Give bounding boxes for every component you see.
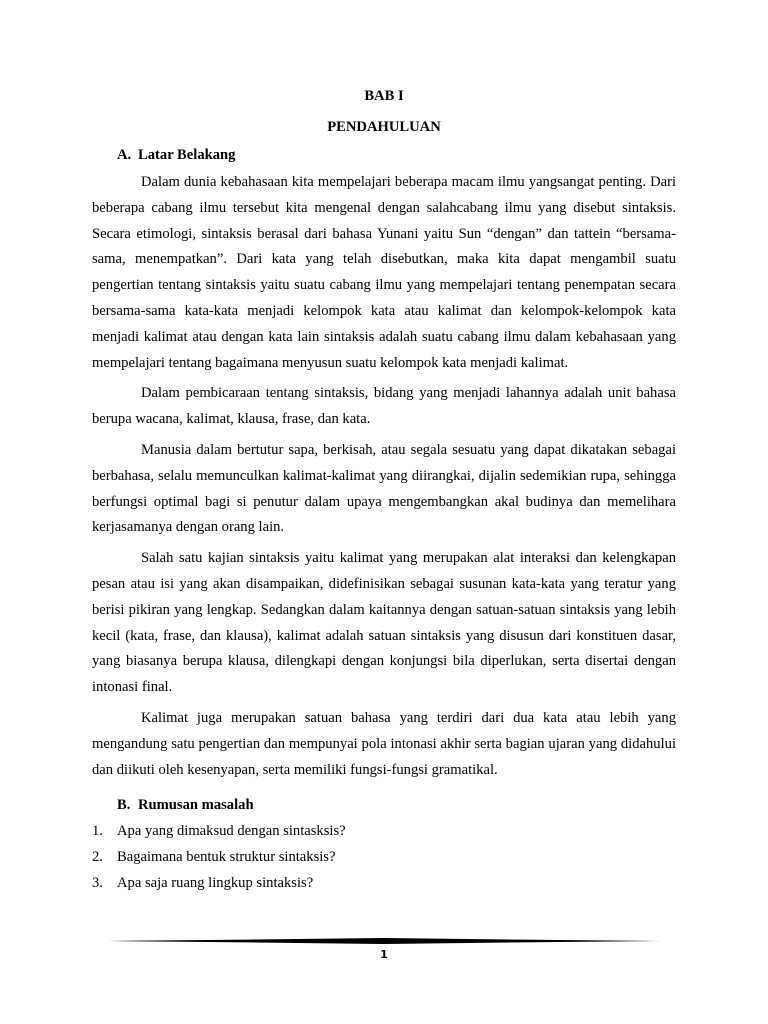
- list-item-text: Apa saja ruang lingkup sintaksis?: [117, 875, 314, 891]
- footer-rule: [108, 938, 661, 944]
- document-page: [92, 0, 676, 1024]
- background-body: [92, 170, 676, 783]
- list-item-number: 1.: [92, 823, 103, 839]
- list-item: [92, 818, 676, 844]
- list-item-text: Bagaimana bentuk struktur sintaksis?: [117, 849, 336, 865]
- paragraph: Manusia dalam bertutur sapa, berkisah, atau segala sesuatu yang dapat dikatakan sebagai berbahasa, selalu memunculkan kalimat-kalimat yang diirangkai, dijalin sedemikian rupa, sehingga berfungsi optimal bagi si penutur dalam upaya mengembangkan akal budinya dan memelihara kerjasamanya dengan orang lain.: [92, 441, 676, 536]
- section-title: Rumusan masalah: [138, 797, 254, 813]
- section-heading-rumusan-masalah: [117, 796, 254, 814]
- paragraph: Dalam pembicaraan tentang sintaksis, bidang yang menjadi lahannya adalah unit bahasa berupa wacana, kalimat, klausa, frase, dan kata.: [92, 385, 676, 428]
- list-item: [92, 844, 676, 870]
- list-item-number: 2.: [92, 849, 103, 865]
- list-item-text: Apa yang dimaksud dengan sintasksis?: [117, 823, 346, 839]
- section-title: Latar Belakang: [138, 147, 236, 163]
- page-number: 1: [380, 948, 388, 961]
- footer-rule-shape: [108, 938, 661, 944]
- paragraph: Dalam dunia kebahasaan kita mempelajari beberapa macam ilmu yangsangat penting. Dari beberapa cabang ilmu tersebut kita mengenal dengan salahcabang ilmu yang disebut sintaksis. Secara etimologi, sintaksis berasal dari bahasa Yunani yaitu Sun “dengan” dan tattein “bersama-sama, menempatkan”. Dari kata yang telah disebutkan, maka kita dapat mengambil suatu pengertian tentang sintaksis yaitu suatu cabang ilmu yang mempelajari tentang penempatan secara bersama-sama kata-kata menjadi kelompok kata atau kalimat dan kelompok-kelompok kata menjadi kalimat atau dengan kata lain sintaksis adalah suatu cabang ilmu dalam kebahasaan yang mempelajari tentang bagaimana menyusun suatu kelompok kata menjadi kalimat.: [92, 174, 676, 371]
- list-item-number: 3.: [92, 875, 103, 891]
- paragraph: Kalimat juga merupakan satuan bahasa yang terdiri dari dua kata atau lebih yang mengandung satu pengertian dan mempunyai pola intonasi akhir serta bagian ujaran yang didahului dan diikuti oleh kesenyapan, serta memiliki fungsi-fungsi gramatikal.: [92, 709, 676, 778]
- paragraph: Salah satu kajian sintaksis yaitu kalimat yang merupakan alat interaksi dan kelengkapan pesan atau isi yang akan disampaikan, didefinisikan sebagai susunan kata-kata yang teratur yang berisi pikiran yang lengkap. Sedangkan dalam kaitannya dengan satuan-satuan sintaksis yang lebih kecil (kata, frase, dan klausa), kalimat adalah satuan sintaksis yang disusun dari konstituen dasar, yang biasanya berupa klausa, dilengkapi dengan konjungsi bila diperlukan, serta disertai dengan intonasi final.: [92, 550, 676, 696]
- list-item: [92, 870, 676, 896]
- question-list: [92, 818, 676, 896]
- chapter-number: BAB I: [364, 88, 404, 104]
- section-letter: A.: [117, 147, 132, 163]
- section-letter: B.: [117, 797, 131, 813]
- section-heading-latar-belakang: [117, 146, 235, 164]
- chapter-title: PENDAHULUAN: [327, 119, 441, 135]
